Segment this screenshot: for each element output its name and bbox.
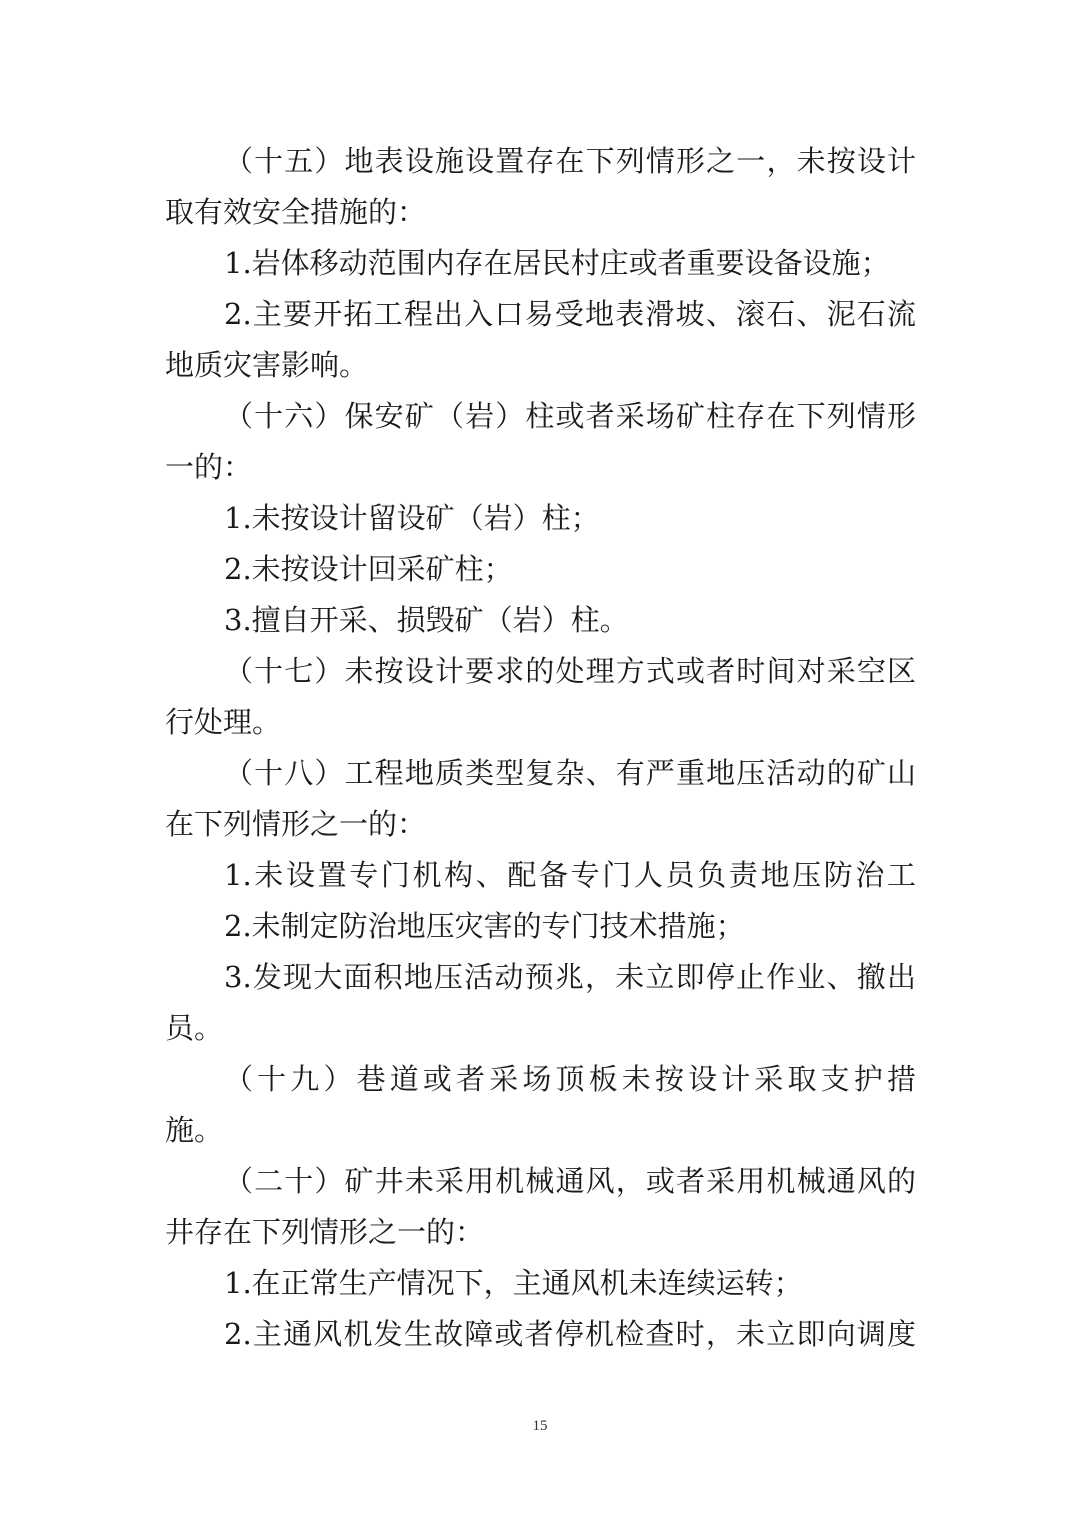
text-line: 取有效安全措施的： (165, 195, 427, 229)
text-line: 2.主要开拓工程出入口易受地表滑坡、滚石、泥石流 (224, 297, 916, 331)
text-line: 1.在正常生产情况下，主通风机未连续运转； (224, 1266, 803, 1300)
text-line: 1.未设置专门机构、配备专门人员负责地压防治工 (224, 858, 916, 892)
text-line: 2.未按设计回采矿柱； (224, 552, 513, 586)
text-line: （二十）矿井未采用机械通风，或者采用机械通风的 (224, 1164, 916, 1198)
text-line: 一的： (165, 450, 253, 484)
text-line: 行处理。 (165, 705, 282, 739)
text-line: 施。 (165, 1113, 224, 1147)
text-line: 3.发现大面积地压活动预兆，未立即停止作业、撤出 (224, 960, 916, 994)
text-line: 井存在下列情形之一的： (165, 1215, 485, 1249)
text-line: 1.未按设计留设矿（岩）柱； (224, 501, 600, 535)
text-line: 1.岩体移动范围内存在居民村庄或者重要设备设施； (224, 246, 890, 280)
text-line: 员。 (165, 1011, 224, 1045)
text-line: 地质灾害影响。 (165, 348, 369, 382)
text-line: 2.主通风机发生故障或者停机检查时，未立即向调度 (224, 1317, 916, 1351)
text-line: （十九）巷道或者采场顶板未按设计采取支护措 (224, 1062, 916, 1096)
text-line: 在下列情形之一的： (165, 807, 427, 841)
text-line: （十五）地表设施设置存在下列情形之一，未按设计 (224, 144, 916, 178)
text-line: （十六）保安矿（岩）柱或者采场矿柱存在下列情形 (224, 399, 916, 433)
text-line: 3.擅自开采、损毁矿（岩）柱。 (224, 603, 629, 637)
text-line: 2.未制定防治地压灾害的专门技术措施； (224, 909, 745, 943)
text-line: （十七）未按设计要求的处理方式或者时间对采空区 (224, 654, 916, 688)
text-line: （十八）工程地质类型复杂、有严重地压活动的矿山 (224, 756, 916, 790)
page-number: 15 (532, 1418, 548, 1434)
